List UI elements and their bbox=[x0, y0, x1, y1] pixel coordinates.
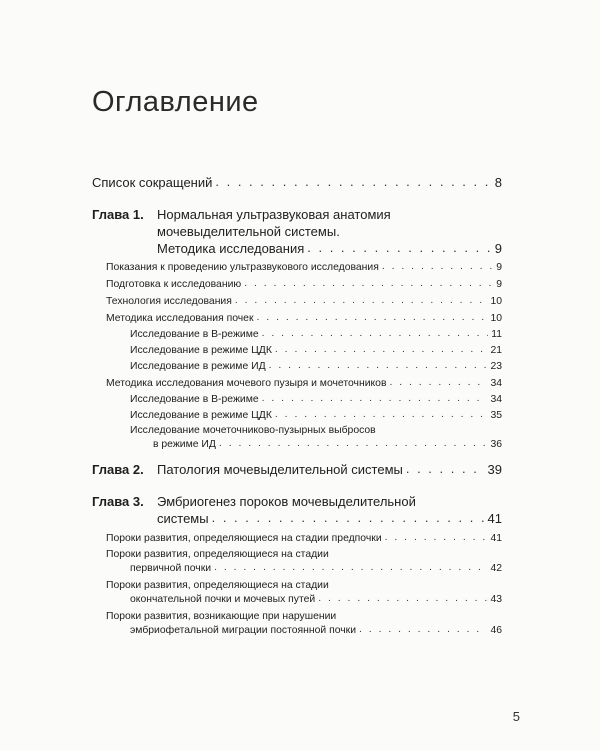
page-number: 5 bbox=[512, 709, 520, 724]
toc-entry-section[interactable] bbox=[106, 378, 502, 389]
leader-dots bbox=[389, 377, 487, 388]
toc-entry-page: 43 bbox=[490, 594, 502, 605]
toc-entry-page: 34 bbox=[490, 394, 502, 405]
toc-entry-section[interactable] bbox=[130, 594, 502, 605]
toc-entry-page: 23 bbox=[490, 361, 502, 372]
toc-entry-label: Исследование в В-режиме bbox=[130, 394, 259, 405]
leader-dots bbox=[406, 461, 485, 476]
leader-dots bbox=[307, 240, 492, 255]
leader-dots bbox=[275, 409, 488, 420]
leader-dots bbox=[269, 360, 488, 371]
leader-dots bbox=[262, 393, 488, 404]
toc-entry-page: 46 bbox=[490, 625, 502, 636]
toc-entry-page: 11 bbox=[491, 329, 502, 340]
chapter-3-title-line: системы bbox=[157, 511, 209, 526]
toc-entry-subsection[interactable] bbox=[130, 329, 502, 340]
toc-entry-subsection[interactable] bbox=[153, 439, 502, 450]
toc-entry-page: 10 bbox=[490, 296, 502, 307]
toc-entry-page: 9 bbox=[496, 262, 502, 273]
toc-entry-label[interactable]: Исследование мочеточниково-пузырных выбросов bbox=[130, 425, 376, 436]
toc-entry-section[interactable] bbox=[106, 279, 502, 290]
leader-dots bbox=[385, 532, 488, 543]
toc-entry-page: 41 bbox=[490, 533, 502, 544]
toc-entry-page: 9 bbox=[496, 279, 502, 290]
toc-entry-page: 36 bbox=[490, 439, 502, 450]
toc-entry-label: в режиме ИД bbox=[153, 439, 216, 450]
leader-dots bbox=[215, 174, 491, 189]
leader-dots bbox=[262, 328, 489, 339]
chapter-1-title-line: Методика исследования bbox=[157, 241, 305, 256]
toc-entry-page: 39 bbox=[487, 462, 502, 477]
leader-dots bbox=[257, 312, 488, 323]
toc-entry-label: Исследование в В-режиме bbox=[130, 329, 259, 340]
chapter-3-title-line[interactable]: Эмбриогенез пороков мочевыделительной bbox=[157, 494, 416, 509]
leader-dots bbox=[382, 261, 493, 272]
toc-entry-page: 35 bbox=[490, 410, 502, 421]
toc-entry-page: 42 bbox=[490, 563, 502, 574]
toc-entry-label: Исследование в режиме ЦДК bbox=[130, 410, 272, 421]
toc-entry-label: первичной почки bbox=[130, 563, 212, 574]
chapter-2-title-line: Патология мочевыделительной системы bbox=[157, 462, 403, 477]
toc-entry-label: окончательной почки и мочевых путей bbox=[130, 594, 316, 605]
toc-entry-label: Подготовка к исследованию bbox=[106, 279, 242, 290]
toc-entry-label: Методика исследования мочевого пузыря и мочеточников bbox=[106, 378, 387, 389]
toc-entry-page: 9 bbox=[494, 241, 502, 256]
toc-entry-page: 8 bbox=[494, 175, 502, 190]
toc-entry-section[interactable] bbox=[106, 533, 502, 544]
toc-entry-label: Исследование в режиме ЦДК bbox=[130, 345, 272, 356]
toc-entry-page: 34 bbox=[490, 378, 502, 389]
toc-entry-subsection[interactable] bbox=[130, 361, 502, 372]
toc-entry-section[interactable] bbox=[130, 563, 502, 574]
leader-dots bbox=[214, 562, 487, 573]
toc-entry-section[interactable] bbox=[130, 625, 502, 636]
page-title: Оглавление bbox=[92, 86, 259, 118]
chapter-1-label: Глава 1. bbox=[92, 207, 144, 222]
chapter-3-label: Глава 3. bbox=[92, 494, 144, 509]
toc-entry-label: Технология исследования bbox=[106, 296, 232, 307]
toc-entry-chapter-2[interactable] bbox=[157, 462, 502, 477]
toc-entry-subsection[interactable] bbox=[130, 394, 502, 405]
leader-dots bbox=[219, 438, 488, 449]
leader-dots bbox=[244, 278, 493, 289]
chapter-1-title-line[interactable]: мочевыделительной системы. bbox=[157, 224, 340, 239]
toc-entry-label: Список сокращений bbox=[92, 175, 213, 190]
chapter-2-label: Глава 2. bbox=[92, 462, 144, 477]
toc-entry-page: 21 bbox=[490, 345, 502, 356]
toc-entry-abbreviations[interactable] bbox=[92, 175, 502, 190]
toc-entry-section[interactable] bbox=[106, 296, 502, 307]
toc-entry-label: Показания к проведению ультразвукового исследования bbox=[106, 262, 379, 273]
leader-dots bbox=[318, 593, 487, 604]
toc-entry-label[interactable]: Пороки развития, определяющиеся на стадии bbox=[106, 549, 329, 560]
toc-entry-subsection[interactable] bbox=[130, 410, 502, 421]
toc-entry-chapter-1[interactable] bbox=[157, 241, 502, 256]
leader-dots bbox=[235, 295, 488, 306]
toc-entry-label: Исследование в режиме ИД bbox=[130, 361, 266, 372]
toc-entry-label[interactable]: Пороки развития, определяющиеся на стадии bbox=[106, 580, 329, 591]
chapter-1-title-line[interactable]: Нормальная ультразвуковая анатомия bbox=[157, 207, 391, 222]
toc-entry-label: Пороки развития, определяющиеся на стадии предпочки bbox=[106, 533, 382, 544]
toc-entry-page: 41 bbox=[487, 511, 502, 526]
toc-entry-label: эмбриофетальной миграции постоянной почки bbox=[130, 625, 357, 636]
toc-entry-section[interactable] bbox=[106, 262, 502, 273]
toc-entry-section[interactable] bbox=[106, 313, 502, 324]
toc-entry-chapter-3[interactable] bbox=[157, 511, 502, 526]
toc-entry-label[interactable]: Пороки развития, возникающие при нарушении bbox=[106, 611, 337, 622]
toc-entry-page: 10 bbox=[490, 313, 502, 324]
toc-entry-label: Методика исследования почек bbox=[106, 313, 254, 324]
leader-dots bbox=[275, 344, 488, 355]
leader-dots bbox=[212, 510, 485, 525]
toc-entry-subsection[interactable] bbox=[130, 345, 502, 356]
leader-dots bbox=[359, 624, 487, 635]
